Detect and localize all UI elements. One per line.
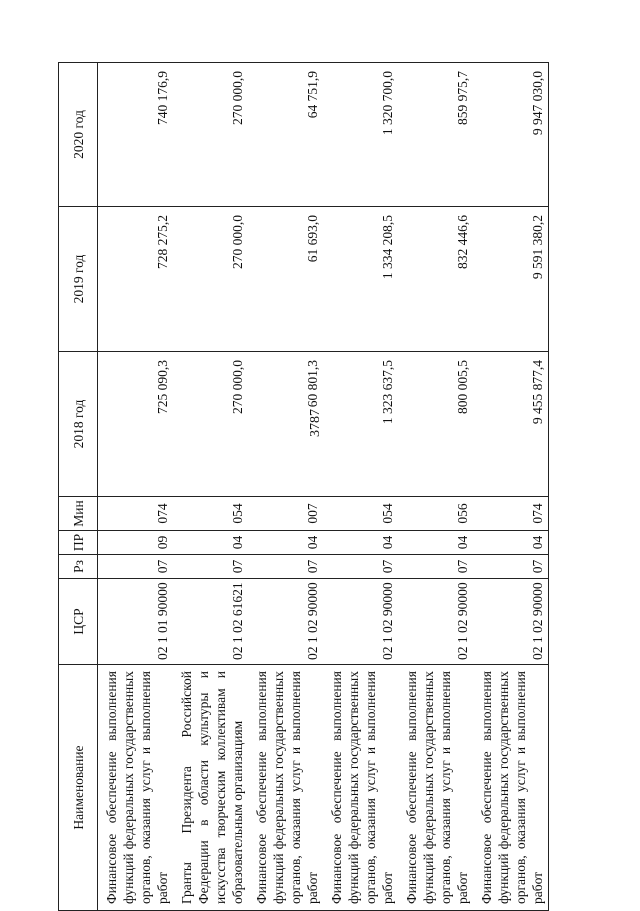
row-rz: 07	[248, 555, 323, 579]
row-pr: 09	[98, 531, 174, 555]
table-row	[323, 63, 398, 911]
row-2018: 60 801,3	[248, 352, 323, 497]
table-row	[398, 63, 473, 911]
row-min: 074	[98, 497, 174, 531]
row-rz: 07	[173, 555, 248, 579]
table-row	[473, 63, 549, 911]
row-2020: 859 975,7	[398, 63, 473, 207]
row-pr: 04	[173, 531, 248, 555]
row-2020: 740 176,9	[98, 63, 174, 207]
row-2018: 1 323 637,5	[323, 352, 398, 497]
header-rz: Рз	[59, 555, 98, 579]
row-csr: 02 1 02 90000	[248, 579, 323, 665]
row-2019: 1 334 208,5	[323, 207, 398, 352]
row-pr: 04	[323, 531, 398, 555]
table-row	[173, 63, 248, 911]
row-name: Финансовое обеспечение выполнения функций федеральных государственных органов, оказания услуг и выполнения работ	[398, 665, 473, 911]
header-min: Мин	[59, 497, 98, 531]
row-2019: 9 591 380,2	[473, 207, 549, 352]
row-min: 007	[248, 497, 323, 531]
row-rz: 07	[98, 555, 174, 579]
row-min: 054	[173, 497, 248, 531]
header-2020: 2020 год	[59, 63, 98, 207]
row-min: 056	[398, 497, 473, 531]
row-csr: 02 1 02 90000	[473, 579, 549, 665]
table-row	[248, 63, 323, 911]
budget-table	[58, 62, 549, 911]
row-2020: 9 947 030,0	[473, 63, 549, 207]
header-2018: 2018 год	[59, 352, 98, 497]
header-2019: 2019 год	[59, 207, 98, 352]
row-rz: 07	[323, 555, 398, 579]
header-csr: ЦСР	[59, 579, 98, 665]
table-row	[98, 63, 174, 911]
row-name: Финансовое обеспечение выполнения функций федеральных государственных органов, оказания услуг и выполнения работ	[323, 665, 398, 911]
header-name: Наименование	[59, 665, 98, 911]
row-2018: 725 090,3	[98, 352, 174, 497]
row-csr: 02 1 02 90000	[398, 579, 473, 665]
row-2020: 64 751,9	[248, 63, 323, 207]
row-2019: 832 446,6	[398, 207, 473, 352]
row-2018: 800 005,5	[398, 352, 473, 497]
row-2020: 1 320 700,0	[323, 63, 398, 207]
row-rz: 07	[398, 555, 473, 579]
row-pr: 04	[473, 531, 549, 555]
row-pr: 04	[248, 531, 323, 555]
page-number: 3787	[308, 409, 323, 437]
row-name: Финансовое обеспечение выполнения функций федеральных государственных органов, оказания услуг и выполнения работ	[473, 665, 549, 911]
row-2020: 270 000,0	[173, 63, 248, 207]
row-min: 074	[473, 497, 549, 531]
row-2019: 728 275,2	[98, 207, 174, 352]
row-csr: 02 1 02 90000	[323, 579, 398, 665]
row-2018: 270 000,0	[173, 352, 248, 497]
row-rz: 07	[473, 555, 549, 579]
row-name: Финансовое обеспечение выполнения функций федеральных государственных органов, оказания услуг и выполнения работ	[248, 665, 323, 911]
row-2019: 61 693,0	[248, 207, 323, 352]
row-csr: 02 1 01 90000	[98, 579, 174, 665]
row-name: Гранты Президента Российской Федерации в области культуры и искусства творческим коллективам и образовательным организациям	[173, 665, 248, 911]
row-min: 054	[323, 497, 398, 531]
row-pr: 04	[398, 531, 473, 555]
row-2019: 270 000,0	[173, 207, 248, 352]
row-csr: 02 1 02 61621	[173, 579, 248, 665]
table-header-row	[59, 63, 98, 911]
header-pr: ПР	[59, 531, 98, 555]
row-name: Финансовое обеспечение выполнения функций федеральных государственных органов, оказания услуг и выполнения работ	[98, 665, 174, 911]
row-2018: 9 455 877,4	[473, 352, 549, 497]
budget-table-container	[58, 63, 600, 911]
